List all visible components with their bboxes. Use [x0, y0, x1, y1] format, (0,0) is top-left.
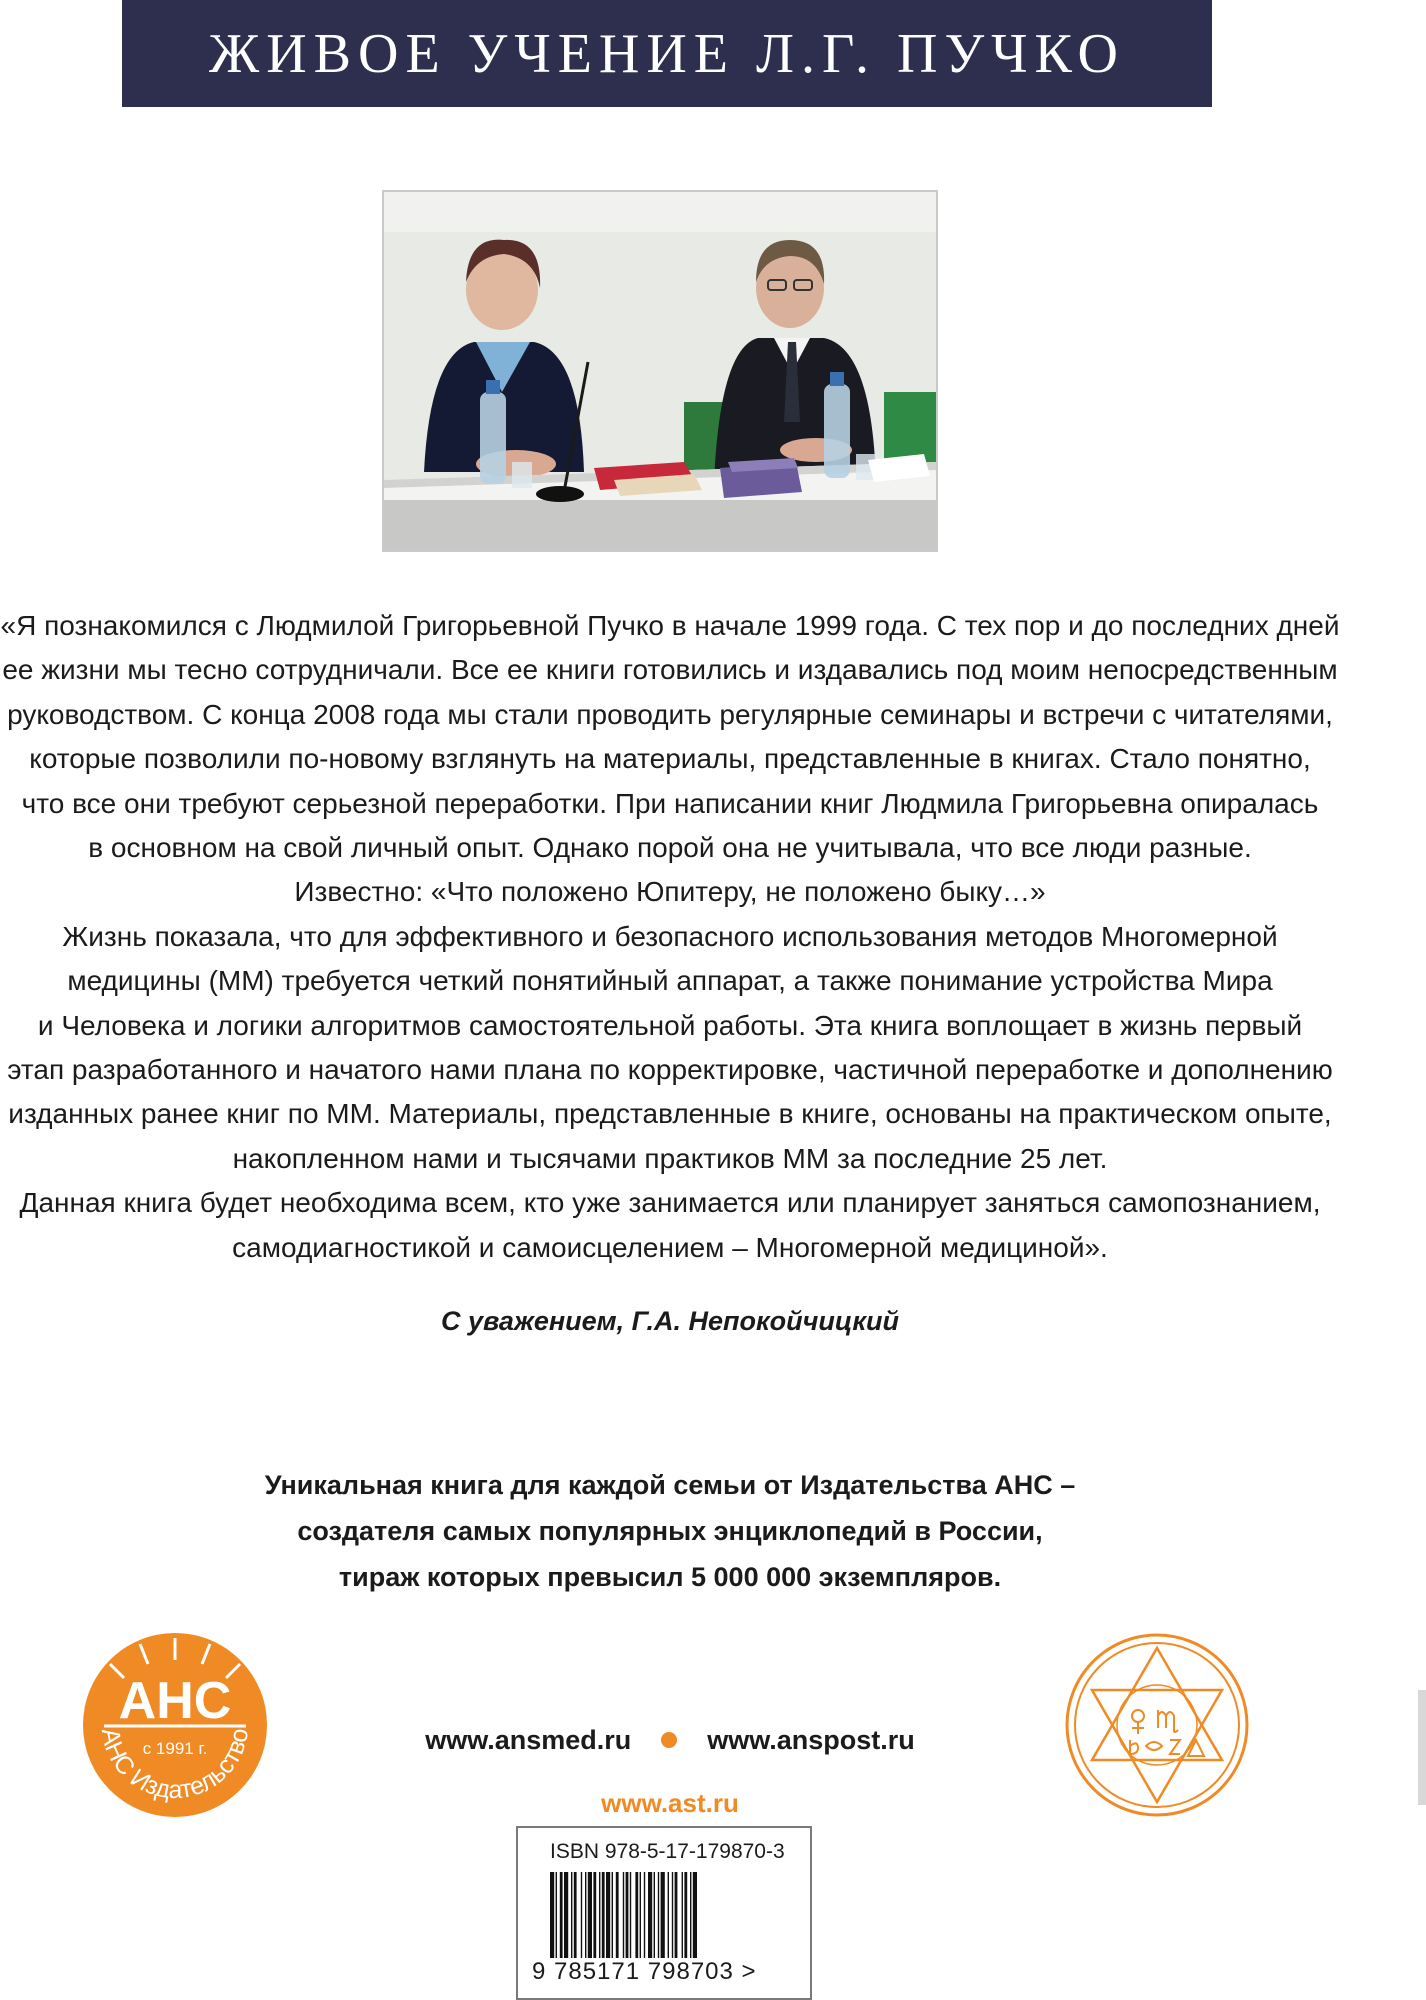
web-links — [400, 1720, 940, 1760]
signature: С уважением, Г.А. Непокойчицкий — [440, 1306, 900, 1336]
author-photo — [382, 190, 938, 552]
barcode-icon — [550, 1872, 786, 1958]
bullet-dot-icon — [661, 1732, 677, 1748]
promo-line: Уникальная книга для каждой семьи от Издательства АНС – — [264, 1470, 1076, 1500]
barcode-digits: 9 785171 798703 > — [532, 1958, 757, 1985]
promo-line: тираж которых превысил 5 000 000 экземпляров. — [338, 1562, 1002, 1592]
link-anspost[interactable]: www.anspost.ru — [707, 1724, 915, 1755]
text-line: что все они требуют серьезной переработки. При написании книг Людмила Григорьевна опиралась — [21, 787, 1319, 819]
title-band — [122, 0, 1212, 107]
isbn-label: ISBN 978-5-17-179870-3 — [550, 1840, 785, 1863]
isbn-barcode — [516, 1826, 812, 2000]
ans-arc-text: АНС Издательство — [95, 1725, 255, 1805]
publisher-promo — [0, 1462, 1340, 1600]
book-series-title: ЖИВОЕ УЧЕНИЕ Л.Г. ПУЧКО — [209, 22, 1125, 85]
text-line: Данная книга будет необходима всем, кто уже занимается или планирует заняться самопознанием, — [19, 1187, 1321, 1219]
text-line: руководством. С конца 2008 года мы стали проводить регулярные семинары и встречи с читателями, — [7, 698, 1333, 730]
link-ansmed[interactable]: www.ansmed.ru — [425, 1724, 632, 1755]
text-line: Жизнь показала, что для эффективного и безопасного использования методов Многомерной — [62, 920, 1278, 952]
text-line: изданных ранее книг по ММ. Материалы, представленные в книге, основаны на практическом опыте, — [8, 1098, 1332, 1130]
promo-line: создателя самых популярных энциклопедий в России, — [297, 1516, 1043, 1546]
edge-strip — [1418, 1690, 1426, 1805]
seal-emblem-icon — [1062, 1630, 1252, 1820]
text-line: накопленном нами и тысячами практиков ММ за последние 25 лет. — [232, 1142, 1108, 1174]
text-line: медицины (ММ) требуется четкий понятийный аппарат, а также понимание устройства Мира — [67, 965, 1273, 997]
ans-wordmark: АНС — [118, 1672, 232, 1730]
text-line: которые позволили по-новому взглянуть на материалы, представленные в книгах. Стало понятно, — [29, 743, 1311, 775]
foreword-text — [0, 604, 1340, 1270]
text-line: «Я познакомился с Людмилой Григорьевной Пучко в начале 1999 года. С тех пор и до последних дней — [0, 610, 1340, 641]
text-line: этап разработанного и начатого нами плана по корректировке, частичной переработке и дополнению — [7, 1054, 1333, 1086]
link-ast[interactable]: www.ast.ru — [601, 1788, 739, 1818]
text-line: в основном на свой личный опыт. Однако порой она не учитывала, что все люди разные. — [88, 832, 1252, 864]
text-line: и Человека и логики алгоритмов самостоятельной работы. Эта книга воплощает в жизнь первый — [37, 1009, 1303, 1041]
text-line: Известно: «Что положено Юпитеру, не положено быку…» — [294, 876, 1046, 908]
text-line: ее жизни мы тесно сотрудничали. Все ее книги готовились и издавались под моим непосредственным — [2, 654, 1338, 686]
text-line: самодиагностикой и самоисцелением – Многомерной медициной». — [232, 1231, 1108, 1263]
ans-year-text: с 1991 г. — [142, 1739, 208, 1758]
